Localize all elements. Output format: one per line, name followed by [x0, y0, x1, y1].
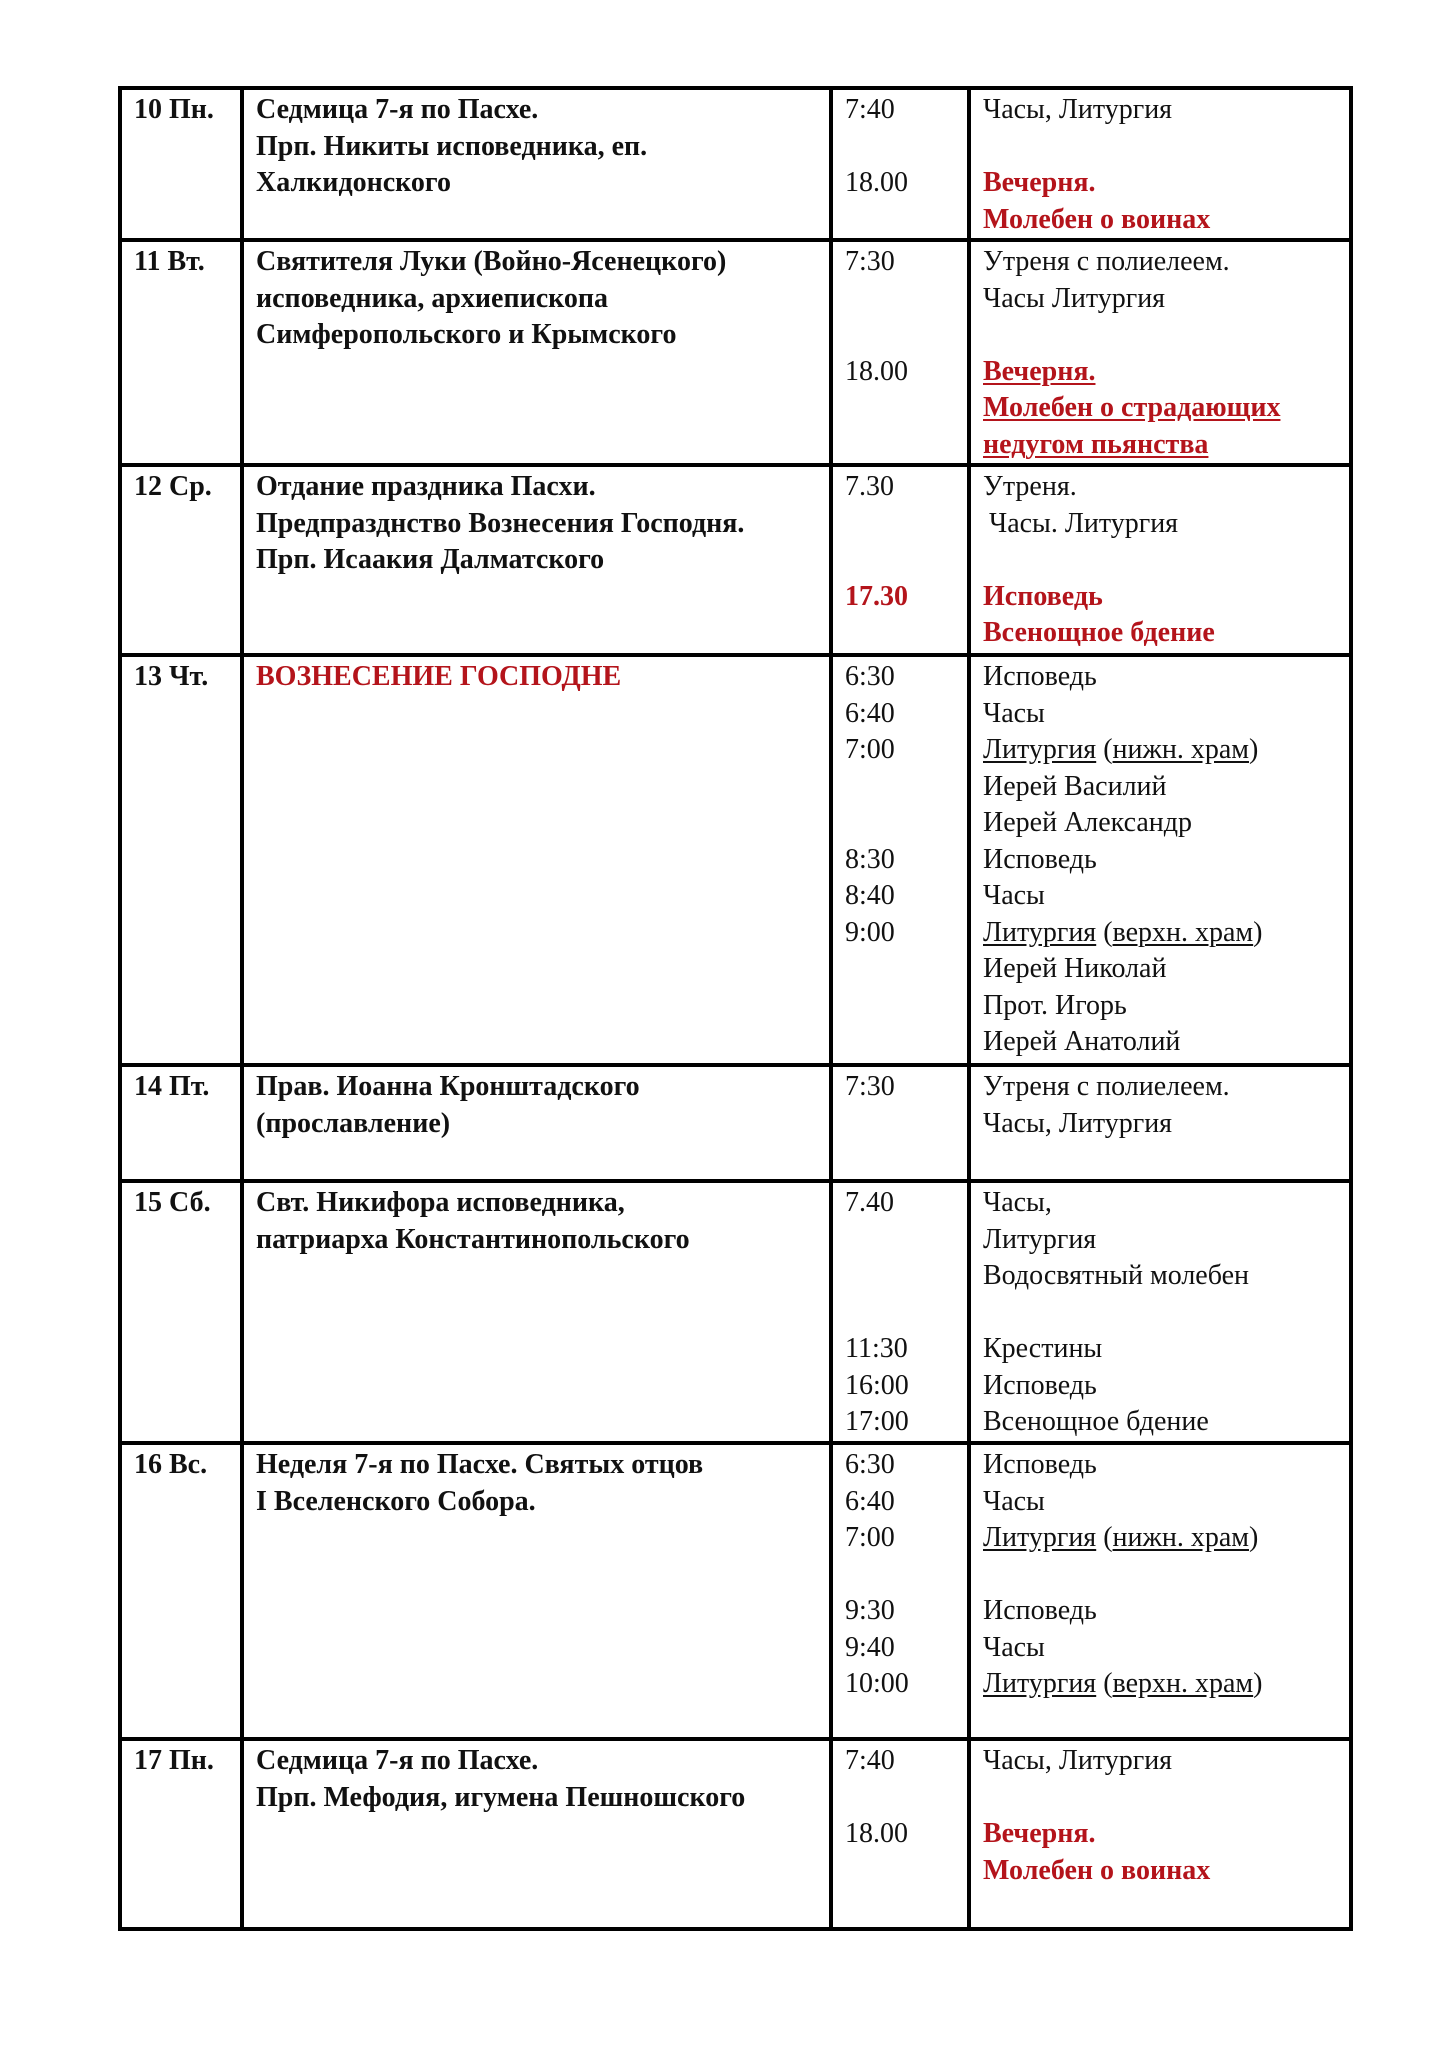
time-line: 18.00: [845, 1818, 908, 1849]
time-line: [845, 988, 955, 1025]
service-cell: [969, 1065, 1351, 1181]
service-line: Исповедь: [983, 1449, 1097, 1480]
schedule-row: [120, 240, 1351, 465]
description-line: Симферопольского и Крымского: [256, 319, 677, 350]
description-line: Седмица 7-я по Пасхе.: [256, 1745, 539, 1776]
time-line: 17:00: [845, 1406, 909, 1437]
description-line: Отдание праздника Пасхи.: [256, 471, 596, 502]
time-line: 7:30: [845, 1071, 895, 1102]
time-line: 8:30: [845, 843, 895, 875]
time-line: [845, 1258, 955, 1295]
service-line: Часы, Литургия: [983, 1745, 1173, 1776]
description-cell: [242, 655, 831, 1065]
date-cell: 17 Пн.: [120, 1739, 242, 1929]
service-line: Утреня.: [983, 471, 1077, 502]
time-line: 7:00: [845, 734, 895, 765]
feast-title: ВОЗНЕСЕНИЕ ГОСПОДНЕ: [256, 661, 622, 692]
time-line: 17.30: [845, 580, 908, 612]
service-line: Всенощное бдение: [983, 1406, 1209, 1437]
description-line: Святителя Луки (Войно-Ясенецкого): [256, 246, 727, 277]
schedule-row: [120, 1739, 1351, 1929]
service-line: Часы: [983, 1485, 1045, 1517]
description-cell: [242, 1739, 831, 1929]
service-line: Литургия (нижн. храм): [983, 1522, 1259, 1553]
time-line: 9:30: [845, 1595, 895, 1626]
time-line: [845, 1024, 955, 1061]
service-line: Иерей Анатолий: [983, 1026, 1181, 1057]
time-line: [845, 1295, 955, 1332]
description-line: Прп. Мефодия, игумена Пешношского: [256, 1781, 746, 1813]
service-line: Иерей Василий: [983, 770, 1167, 802]
time-line: [845, 1557, 955, 1594]
schedule-row: [120, 1181, 1351, 1443]
schedule-row: [120, 1443, 1351, 1739]
time-line: 7.40: [845, 1187, 894, 1218]
service-cell: [969, 88, 1351, 240]
service-line: Исповедь: [983, 580, 1103, 612]
time-cell: [831, 1443, 969, 1739]
service-line: Молебен о воинах: [983, 1854, 1211, 1886]
time-line: [845, 542, 955, 579]
schedule-row: [120, 655, 1351, 1065]
service-cell: [969, 465, 1351, 655]
service-line: Исповедь: [983, 1595, 1097, 1626]
description-cell: [242, 1065, 831, 1181]
service-line: Прот. Игорь: [983, 989, 1127, 1021]
service-line: Часы: [983, 697, 1045, 729]
service-line: Часы Литургия: [983, 282, 1166, 314]
service-line: Литургия (верхн. храм): [983, 916, 1263, 948]
service-cell: [969, 1443, 1351, 1739]
service-line: Водосвятный молебен: [983, 1260, 1250, 1291]
service-line: Утреня с полиелеем.: [983, 246, 1230, 277]
service-line: Часы,: [983, 1187, 1052, 1218]
time-line: 7:00: [845, 1522, 895, 1553]
time-cell: [831, 240, 969, 465]
schedule-row: [120, 465, 1351, 655]
service-line: [983, 542, 1337, 579]
service-cell: [969, 1739, 1351, 1929]
date-cell: 10 Пн.: [120, 88, 242, 240]
service-line: Исповедь: [983, 843, 1097, 875]
description-cell: [242, 1443, 831, 1739]
service-line: недугом пьянства: [983, 428, 1209, 460]
schedule-table: [118, 86, 1353, 1931]
service-line: [983, 1295, 1337, 1332]
time-cell: [831, 1739, 969, 1929]
description-line: исповедника, архиепископа: [256, 282, 609, 314]
description-line: Прп. Никиты исповедника, еп.: [256, 130, 648, 162]
time-line: 8:40: [845, 880, 895, 911]
service-line: [983, 1557, 1337, 1594]
time-line: 7:40: [845, 94, 895, 125]
service-line: Часы: [983, 1631, 1045, 1663]
time-line: 16:00: [845, 1369, 909, 1401]
description-line: Седмица 7-я по Пасхе.: [256, 94, 539, 125]
service-line: Часы, Литургия: [983, 1107, 1173, 1139]
time-line: [845, 1222, 955, 1259]
service-line: Часы, Литургия: [983, 94, 1173, 125]
time-cell: [831, 465, 969, 655]
time-cell: [831, 88, 969, 240]
time-line: [845, 202, 955, 239]
service-line: Вечерня.: [983, 355, 1096, 387]
time-line: 18.00: [845, 167, 908, 198]
description-line: Прав. Иоанна Кронштадского: [256, 1071, 640, 1102]
time-line: [845, 1106, 955, 1143]
time-line: 9:00: [845, 916, 895, 948]
service-line: [983, 129, 1337, 166]
description-line: Предпразднство Вознесения Господня.: [256, 507, 745, 539]
time-cell: [831, 1065, 969, 1181]
description-line: Прп. Исаакия Далматского: [256, 544, 605, 575]
time-line: 6:30: [845, 1449, 895, 1480]
time-line: [845, 1853, 955, 1890]
service-line: Молебен о воинах: [983, 203, 1211, 235]
service-line: Утреня с полиелеем.: [983, 1071, 1230, 1102]
service-line: Часы. Литургия: [989, 507, 1179, 539]
time-line: [845, 615, 955, 652]
service-line: Литургия (верхн. храм): [983, 1668, 1263, 1699]
date-cell: 14 Пт.: [120, 1065, 242, 1181]
time-line: [845, 427, 955, 464]
service-line: [983, 1780, 1337, 1817]
time-cell: [831, 1181, 969, 1443]
time-line: [845, 129, 955, 166]
description-line: Халкидонского: [256, 167, 451, 198]
time-line: 11:30: [845, 1333, 908, 1364]
time-line: [845, 506, 955, 543]
time-line: 6:30: [845, 661, 895, 692]
date-cell: 13 Чт.: [120, 655, 242, 1065]
service-line: Иерей Александр: [983, 807, 1193, 838]
time-line: [845, 390, 955, 427]
time-line: [845, 317, 955, 354]
time-line: [845, 769, 955, 806]
description-line: Свт. Никифора исповедника,: [256, 1187, 625, 1218]
service-line: Всенощное бдение: [983, 617, 1215, 648]
time-line: 7:40: [845, 1745, 895, 1776]
service-line: Литургия (нижн. храм): [983, 734, 1259, 765]
description-cell: [242, 465, 831, 655]
time-line: 7.30: [845, 471, 894, 502]
description-line: патриарха Константинопольского: [256, 1223, 690, 1255]
time-line: 18.00: [845, 355, 908, 387]
date-cell: 15 Сб.: [120, 1181, 242, 1443]
service-line: Иерей Николай: [983, 953, 1167, 984]
time-line: 10:00: [845, 1668, 909, 1699]
service-line: Вечерня.: [983, 167, 1096, 198]
time-line: 6:40: [845, 697, 895, 729]
time-line: [845, 281, 955, 318]
service-line: [983, 317, 1337, 354]
date-cell: 16 Вс.: [120, 1443, 242, 1739]
service-cell: [969, 1181, 1351, 1443]
schedule-row: [120, 88, 1351, 240]
service-line: Вечерня.: [983, 1818, 1096, 1849]
description-line: (прославление): [256, 1107, 451, 1139]
service-line: Исповедь: [983, 1369, 1097, 1401]
service-line: Молебен о страдающих: [983, 392, 1281, 423]
time-line: 9:40: [845, 1631, 895, 1663]
description-cell: [242, 240, 831, 465]
description-cell: [242, 88, 831, 240]
description-line: I Вселенского Собора.: [256, 1485, 536, 1517]
time-cell: [831, 655, 969, 1065]
time-line: [845, 805, 955, 842]
service-line: Исповедь: [983, 661, 1097, 692]
service-line: Крестины: [983, 1333, 1103, 1364]
date-cell: 11 Вт.: [120, 240, 242, 465]
service-cell: [969, 240, 1351, 465]
time-line: 7:30: [845, 246, 895, 277]
date-cell: 12 Ср.: [120, 465, 242, 655]
time-line: [845, 951, 955, 988]
service-line: Часы: [983, 880, 1045, 911]
description-line: Неделя 7-я по Пасхе. Святых отцов: [256, 1449, 704, 1480]
schedule-row: [120, 1065, 1351, 1181]
time-line: 6:40: [845, 1485, 895, 1517]
service-cell: [969, 655, 1351, 1065]
time-line: [845, 1780, 955, 1817]
description-cell: [242, 1181, 831, 1443]
service-line: Литургия: [983, 1223, 1097, 1255]
